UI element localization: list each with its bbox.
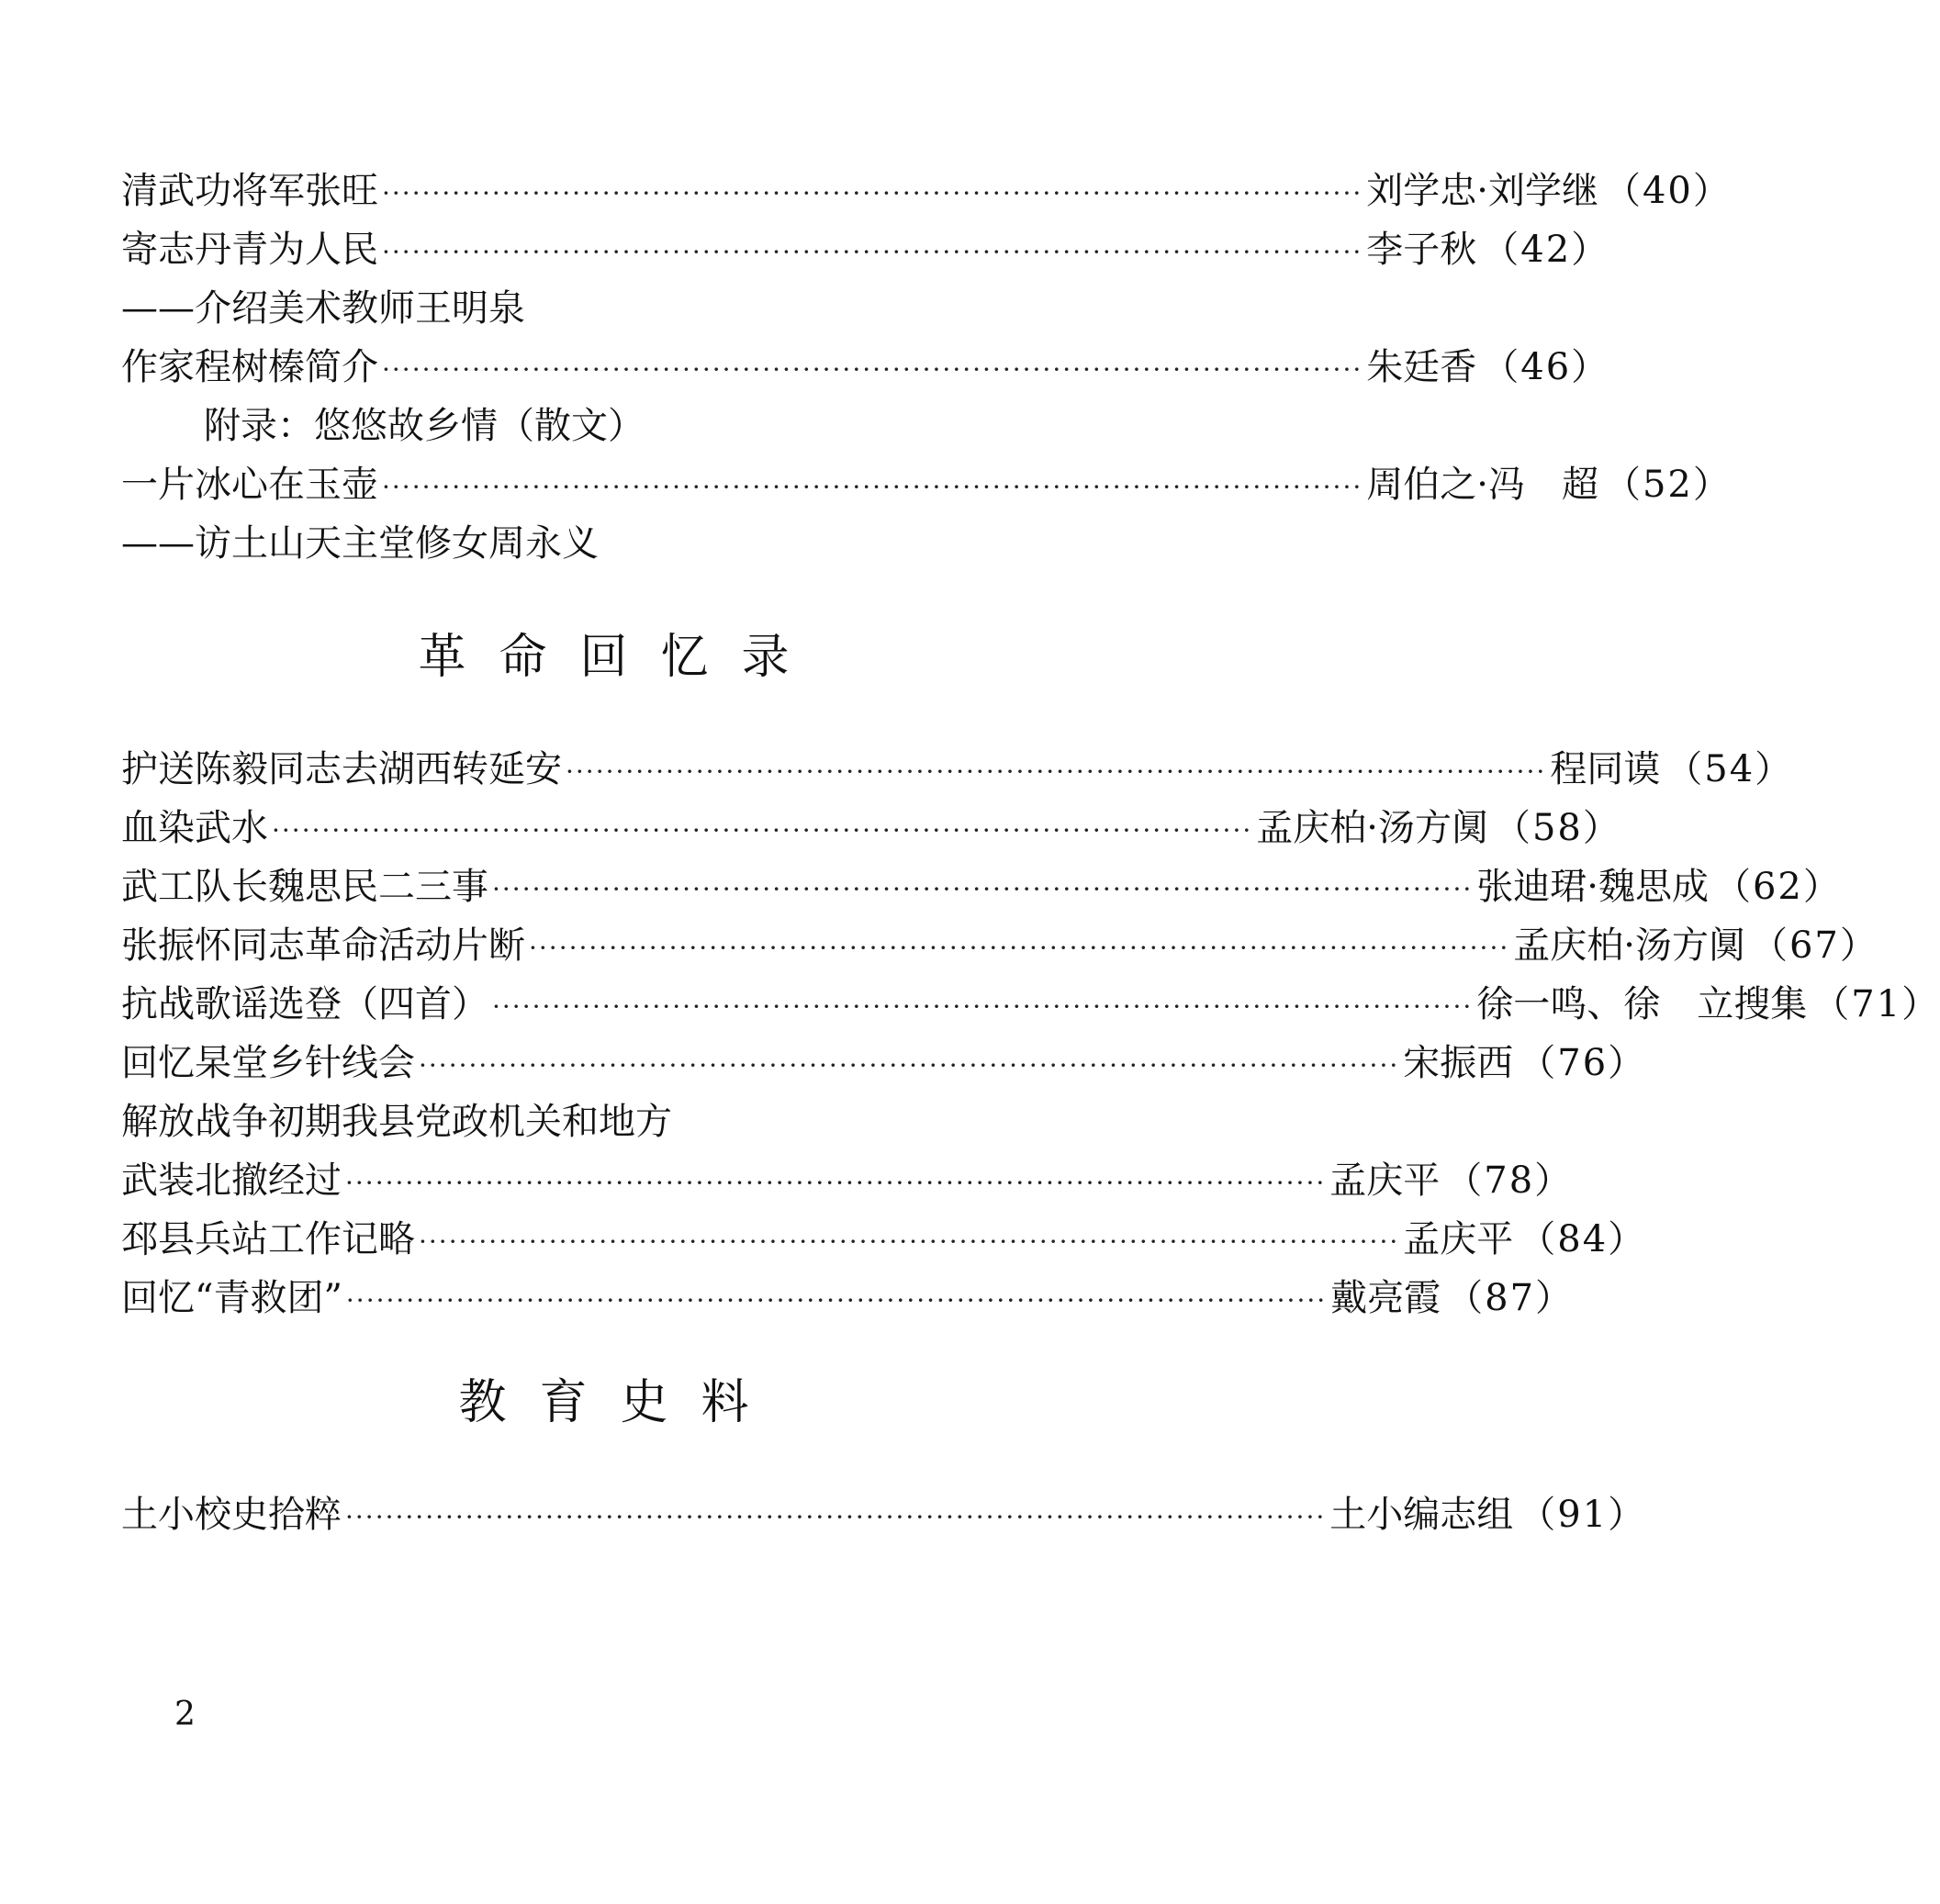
toc-entry [121, 975, 1940, 1034]
entry-page: （46） [1482, 346, 1610, 388]
entry-author: 周伯之·冯 超 [1366, 464, 1598, 506]
leader-dots: ·································································································· [382, 354, 1363, 385]
entry-page: （71） [1812, 983, 1940, 1025]
entry-author: 朱廷香 [1366, 346, 1477, 388]
entry-author: 土小编志组 [1329, 1494, 1514, 1536]
entry-page: （54） [1665, 748, 1794, 790]
entry-page: （58） [1493, 807, 1621, 849]
toc-entry [121, 338, 1610, 397]
entry-author: 孟庆平 [1329, 1159, 1441, 1202]
entry-title: 回忆“青救团” [121, 1277, 342, 1319]
entry-title: 土小校史拾粹 [121, 1494, 342, 1536]
entry-title-line1: 解放战争初期我县党政机关和地方 [121, 1101, 672, 1143]
leader-dots: ·································································································· [382, 237, 1363, 267]
entry-page: （91） [1519, 1494, 1647, 1536]
leader-dots: ·································································································· [529, 933, 1510, 963]
toc-entry [121, 1485, 1647, 1544]
entry-title: 武装北撤经过 [121, 1159, 342, 1202]
entry-page: （87） [1446, 1277, 1575, 1319]
entry-author: 张迪珺·魏思成 [1476, 866, 1709, 908]
entry-author: 孟庆柏·汤方阒 [1513, 924, 1745, 967]
entry-title: 张振怀同志革命活动片断 [121, 924, 525, 967]
leader-dots: ·································································································· [382, 472, 1363, 502]
entry-subtitle: ——访土山天主堂修女周永义 [121, 522, 599, 565]
appendix-line: 附录：悠悠故乡情（散文） [204, 405, 645, 447]
leader-dots: ·································································································· [382, 178, 1363, 208]
toc-entry [121, 455, 1732, 514]
entry-author: 刘学忠·刘学继 [1366, 170, 1598, 212]
leader-dots: ·································································································· [345, 1502, 1327, 1532]
leader-dots: ·································································································· [419, 1226, 1400, 1257]
entry-page: （62） [1713, 866, 1842, 908]
entry-title: 血染武水 [121, 807, 268, 849]
entry-page: （42） [1482, 229, 1610, 271]
entry-subtitle: ——介绍美术教师王明泉 [121, 287, 525, 330]
entry-title: 一片冰心在玉壶 [121, 464, 378, 506]
toc-entry [121, 220, 1610, 279]
section-heading: 教育史料 [458, 1375, 782, 1430]
entry-author: 孟庆平 [1403, 1218, 1514, 1260]
entry-title: 清武功将军张旺 [121, 170, 378, 212]
entry-page: （40） [1603, 170, 1732, 212]
entry-author: 徐一鸣、徐 立搜集 [1476, 983, 1808, 1025]
page-number: 2 [174, 1696, 196, 1733]
entry-title: 武工队长魏思民二三事 [121, 866, 488, 908]
entry-title: 护送陈毅同志去湖西转延安 [121, 748, 562, 790]
entry-page: （78） [1445, 1159, 1574, 1202]
leader-dots: ·································································································· [345, 1168, 1327, 1198]
entry-author: 宋振西 [1403, 1042, 1514, 1084]
toc-entry [121, 857, 1842, 916]
entry-title: 抗战歌谣选登（四首） [121, 983, 488, 1025]
section-heading: 革命回忆录 [418, 630, 823, 685]
entry-author: 戴亮霞 [1330, 1277, 1441, 1319]
toc-entry [121, 1034, 1647, 1092]
entry-author: 孟庆柏·汤方阒 [1256, 807, 1488, 849]
entry-page: （84） [1519, 1218, 1647, 1260]
entry-title: 作家程树榛简介 [121, 346, 378, 388]
entry-title: 寄志丹青为人民 [121, 229, 378, 271]
entry-author: 李子秋 [1366, 229, 1477, 271]
entry-title: 回忆杲堂乡针线会 [121, 1042, 415, 1084]
leader-dots: ·································································································· [492, 874, 1474, 904]
entry-page: （67） [1750, 924, 1878, 967]
toc-entry [121, 162, 1732, 220]
leader-dots: ·································································································· [566, 756, 1547, 787]
leader-dots: ·································································································· [345, 1285, 1328, 1316]
toc-entry [121, 799, 1621, 857]
entry-title: 邳县兵站工作记略 [121, 1218, 415, 1260]
toc-entry [121, 1210, 1647, 1269]
leader-dots: ·································································································· [492, 991, 1474, 1022]
entry-author: 程同谟 [1550, 748, 1661, 790]
entry-page: （76） [1519, 1042, 1647, 1084]
toc-entry [121, 916, 1878, 975]
toc-entry [121, 1151, 1574, 1210]
leader-dots: ·································································································· [419, 1050, 1400, 1081]
leader-dots: ·································································································· [272, 815, 1253, 846]
toc-entry [121, 740, 1794, 799]
toc-entry [121, 1269, 1575, 1327]
entry-page: （52） [1603, 464, 1732, 506]
